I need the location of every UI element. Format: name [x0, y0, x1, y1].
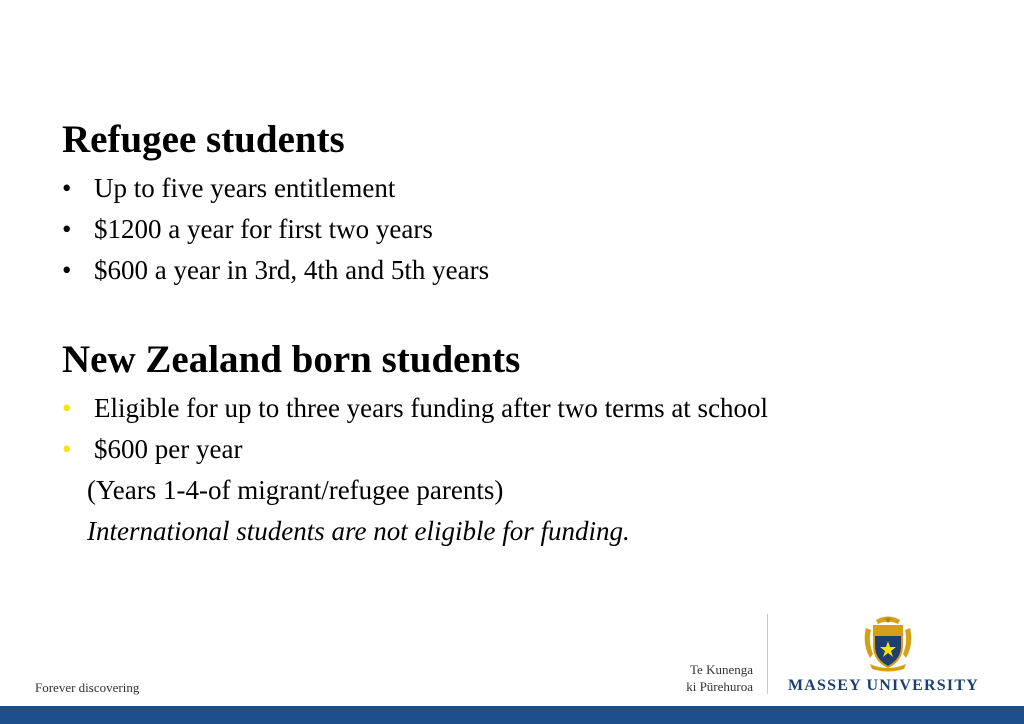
footer-divider: [767, 614, 768, 694]
bullet-text: Eligible for up to three years funding after two terms at school: [94, 393, 769, 423]
bullet-text: $600 a year in 3rd, 4th and 5th years: [94, 255, 490, 285]
bullet-text: Up to five years entitlement: [94, 173, 396, 203]
bullet-icon: •: [62, 393, 72, 423]
bottom-bar: [0, 706, 1024, 724]
maori-line-2: ki Pūrehuroa: [686, 679, 753, 694]
parents-note: (Years 1-4-of migrant/refugee parents): [87, 475, 504, 505]
international-note: International students are not eligible for funding.: [87, 516, 630, 546]
maori-name: [650, 661, 753, 695]
nz-born-students-heading: New Zealand born students: [62, 338, 521, 381]
tagline: Forever discovering: [35, 680, 140, 695]
bullet-text: $600 per year: [94, 434, 243, 464]
bullet-icon: •: [62, 255, 72, 285]
refugee-bullet-list: [62, 168, 489, 291]
bullet-text: $1200 a year for first two years: [94, 214, 433, 244]
list-item: [62, 209, 489, 250]
list-item: [62, 429, 768, 470]
university-name: MASSEY UNIVERSITY: [788, 677, 979, 694]
university-crest-icon: [862, 614, 914, 672]
list-item: [62, 250, 489, 291]
maori-line-1: Te Kunenga: [690, 662, 753, 677]
list-item: [62, 388, 768, 429]
refugee-students-heading: Refugee students: [62, 118, 345, 161]
nz-born-bullet-list: [62, 388, 768, 470]
list-item: [62, 168, 489, 209]
bullet-icon: •: [62, 214, 72, 244]
bullet-icon: •: [62, 434, 72, 464]
bullet-icon: •: [62, 173, 72, 203]
